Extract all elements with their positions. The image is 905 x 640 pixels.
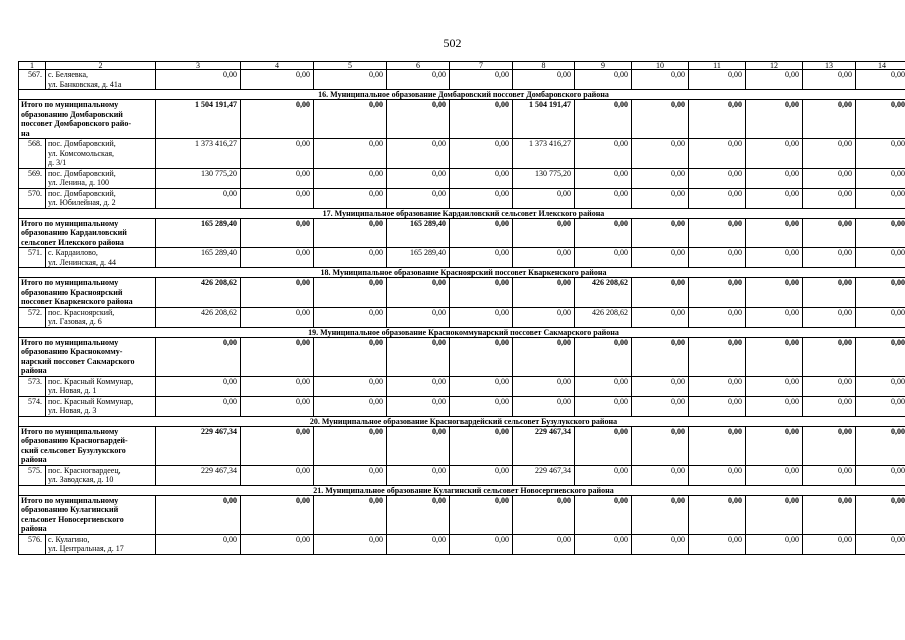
value-cell: 0,00: [575, 376, 632, 396]
column-header: 1: [19, 62, 46, 70]
total-row: [19, 218, 905, 248]
value-cell: 0,00: [241, 188, 314, 208]
value-cell: 0,00: [856, 100, 905, 139]
value-cell: 0,00: [513, 495, 575, 534]
value-cell: 0,00: [387, 426, 450, 465]
table-row: [19, 376, 905, 396]
value-cell: 0,00: [387, 337, 450, 376]
table-row: [19, 465, 905, 485]
row-index: 571.: [19, 248, 46, 268]
row-index: 572.: [19, 307, 46, 327]
value-cell: 229 467,34: [156, 465, 241, 485]
section-row: [19, 485, 905, 495]
value-cell: 0,00: [387, 396, 450, 416]
value-cell: 0,00: [689, 396, 746, 416]
column-header: 4: [241, 62, 314, 70]
value-cell: 0,00: [241, 218, 314, 248]
value-cell: 0,00: [241, 426, 314, 465]
section-title: 20. Муниципальное образование Красногвардейский сельсовет Бузулукского района: [19, 416, 905, 426]
value-cell: 0,00: [387, 376, 450, 396]
value-cell: 0,00: [856, 396, 905, 416]
data-table: [18, 61, 905, 555]
total-row: [19, 495, 905, 534]
section-title: 18. Муниципальное образование Красноярский поссовет Кваркенского района: [19, 268, 905, 278]
value-cell: 0,00: [314, 188, 387, 208]
value-cell: 0,00: [241, 534, 314, 554]
value-cell: 165 289,40: [156, 218, 241, 248]
value-cell: 0,00: [314, 100, 387, 139]
address-cell: пос. Домбаровский, ул. Юбилейная, д. 2: [46, 188, 156, 208]
value-cell: 0,00: [689, 188, 746, 208]
value-cell: 0,00: [241, 278, 314, 308]
address-cell: пос. Красный Коммунар, ул. Новая, д. 1: [46, 376, 156, 396]
column-header: 13: [803, 62, 856, 70]
value-cell: 0,00: [632, 426, 689, 465]
value-cell: 0,00: [513, 376, 575, 396]
value-cell: 0,00: [632, 396, 689, 416]
value-cell: 0,00: [856, 495, 905, 534]
value-cell: 0,00: [689, 100, 746, 139]
value-cell: 0,00: [856, 376, 905, 396]
value-cell: 0,00: [513, 278, 575, 308]
value-cell: 0,00: [632, 376, 689, 396]
value-cell: 0,00: [803, 248, 856, 268]
value-cell: 0,00: [746, 465, 803, 485]
value-cell: 0,00: [803, 218, 856, 248]
value-cell: 0,00: [314, 278, 387, 308]
column-header: 7: [450, 62, 513, 70]
value-cell: 0,00: [314, 337, 387, 376]
table-row: [19, 139, 905, 169]
value-cell: 0,00: [314, 396, 387, 416]
value-cell: 0,00: [746, 248, 803, 268]
value-cell: 130 775,20: [513, 168, 575, 188]
section-row: [19, 268, 905, 278]
header-row: [19, 62, 905, 70]
section-title: 17. Муниципальное образование Кардаиловский сельсовет Илекского района: [19, 208, 905, 218]
value-cell: 0,00: [156, 188, 241, 208]
value-cell: 0,00: [689, 248, 746, 268]
value-cell: 229 467,34: [513, 465, 575, 485]
value-cell: 0,00: [513, 337, 575, 376]
value-cell: 0,00: [450, 168, 513, 188]
value-cell: 0,00: [450, 465, 513, 485]
value-cell: 0,00: [803, 139, 856, 169]
value-cell: 0,00: [803, 168, 856, 188]
value-cell: 0,00: [803, 278, 856, 308]
value-cell: 0,00: [241, 376, 314, 396]
value-cell: 0,00: [803, 70, 856, 90]
value-cell: 0,00: [746, 337, 803, 376]
value-cell: 1 504 191,47: [513, 100, 575, 139]
address-cell: пос. Красный Коммунар, ул. Новая, д. 3: [46, 396, 156, 416]
value-cell: 1 504 191,47: [156, 100, 241, 139]
value-cell: 0,00: [575, 100, 632, 139]
value-cell: 0,00: [632, 139, 689, 169]
value-cell: 0,00: [856, 307, 905, 327]
value-cell: 0,00: [450, 495, 513, 534]
value-cell: 1 373 416,27: [156, 139, 241, 169]
table-row: [19, 307, 905, 327]
value-cell: 0,00: [387, 139, 450, 169]
value-cell: 0,00: [632, 168, 689, 188]
address-cell: пос. Красноярский, ул. Газовая, д. 6: [46, 307, 156, 327]
total-label: Итого по муниципальному образованию Красногвардей- ский сельсовет Бузулукского района: [19, 426, 156, 465]
value-cell: 0,00: [689, 168, 746, 188]
value-cell: 0,00: [513, 396, 575, 416]
column-header: 5: [314, 62, 387, 70]
value-cell: 0,00: [387, 188, 450, 208]
value-cell: 0,00: [803, 307, 856, 327]
value-cell: 0,00: [856, 139, 905, 169]
value-cell: 0,00: [513, 70, 575, 90]
value-cell: 0,00: [632, 337, 689, 376]
value-cell: 0,00: [689, 218, 746, 248]
value-cell: 0,00: [575, 426, 632, 465]
column-header: 12: [746, 62, 803, 70]
value-cell: 0,00: [241, 396, 314, 416]
value-cell: 0,00: [387, 168, 450, 188]
value-cell: 0,00: [450, 337, 513, 376]
value-cell: 0,00: [689, 307, 746, 327]
value-cell: 0,00: [689, 426, 746, 465]
value-cell: 0,00: [241, 337, 314, 376]
value-cell: 0,00: [450, 70, 513, 90]
value-cell: 0,00: [746, 188, 803, 208]
value-cell: 229 467,34: [156, 426, 241, 465]
value-cell: 0,00: [746, 139, 803, 169]
value-cell: 0,00: [689, 70, 746, 90]
value-cell: 0,00: [803, 100, 856, 139]
value-cell: 165 289,40: [156, 248, 241, 268]
value-cell: 0,00: [314, 139, 387, 169]
value-cell: 0,00: [450, 426, 513, 465]
total-label: Итого по муниципальному образованию Кулагинский сельсовет Новосергиевского района: [19, 495, 156, 534]
value-cell: 0,00: [241, 307, 314, 327]
value-cell: 0,00: [575, 218, 632, 248]
value-cell: 0,00: [746, 168, 803, 188]
value-cell: 0,00: [689, 495, 746, 534]
value-cell: 0,00: [803, 188, 856, 208]
value-cell: 0,00: [450, 218, 513, 248]
value-cell: 0,00: [156, 534, 241, 554]
value-cell: 0,00: [575, 168, 632, 188]
total-label: Итого по муниципальному образованию Кардаиловский сельсовет Илекского района: [19, 218, 156, 248]
value-cell: 0,00: [387, 495, 450, 534]
value-cell: 0,00: [632, 307, 689, 327]
row-index: 573.: [19, 376, 46, 396]
address-cell: пос. Красногвардеец, ул. Заводская, д. 10: [46, 465, 156, 485]
value-cell: 0,00: [632, 278, 689, 308]
value-cell: 165 289,40: [387, 248, 450, 268]
value-cell: 0,00: [450, 248, 513, 268]
value-cell: 0,00: [314, 465, 387, 485]
value-cell: 0,00: [746, 426, 803, 465]
value-cell: 0,00: [746, 376, 803, 396]
value-cell: 0,00: [575, 139, 632, 169]
value-cell: 0,00: [450, 278, 513, 308]
value-cell: 0,00: [632, 218, 689, 248]
value-cell: 0,00: [575, 495, 632, 534]
column-header: 6: [387, 62, 450, 70]
row-index: 575.: [19, 465, 46, 485]
value-cell: 0,00: [241, 248, 314, 268]
value-cell: 0,00: [513, 534, 575, 554]
value-cell: 0,00: [856, 534, 905, 554]
value-cell: 426 208,62: [575, 307, 632, 327]
value-cell: 0,00: [746, 278, 803, 308]
table-row: [19, 188, 905, 208]
value-cell: 0,00: [856, 218, 905, 248]
section-row: [19, 208, 905, 218]
column-header: 3: [156, 62, 241, 70]
column-header: 10: [632, 62, 689, 70]
value-cell: 0,00: [387, 307, 450, 327]
value-cell: 0,00: [241, 70, 314, 90]
section-row: [19, 327, 905, 337]
value-cell: 0,00: [314, 248, 387, 268]
value-cell: 0,00: [803, 495, 856, 534]
table-row: [19, 396, 905, 416]
section-title: 16. Муниципальное образование Домбаровский поссовет Домбаровского района: [19, 90, 905, 100]
value-cell: 0,00: [241, 168, 314, 188]
value-cell: 0,00: [241, 465, 314, 485]
value-cell: 426 208,62: [156, 278, 241, 308]
value-cell: 1 373 416,27: [513, 139, 575, 169]
table-row: [19, 168, 905, 188]
value-cell: 0,00: [387, 278, 450, 308]
value-cell: 0,00: [689, 376, 746, 396]
value-cell: 0,00: [632, 465, 689, 485]
value-cell: 0,00: [746, 396, 803, 416]
section-title: 21. Муниципальное образование Кулагинский сельсовет Новосергиевского района: [19, 485, 905, 495]
value-cell: 0,00: [803, 465, 856, 485]
value-cell: 0,00: [314, 495, 387, 534]
value-cell: 0,00: [689, 534, 746, 554]
value-cell: 0,00: [156, 70, 241, 90]
value-cell: 0,00: [632, 495, 689, 534]
value-cell: 0,00: [387, 70, 450, 90]
value-cell: 0,00: [746, 100, 803, 139]
address-cell: с. Беляевка, ул. Банковская, д. 41а: [46, 70, 156, 90]
row-index: 570.: [19, 188, 46, 208]
address-cell: пос. Домбаровский, ул. Комсомольская, д. 3/1: [46, 139, 156, 169]
value-cell: 0,00: [314, 307, 387, 327]
value-cell: 0,00: [450, 100, 513, 139]
value-cell: 0,00: [450, 139, 513, 169]
value-cell: 0,00: [856, 426, 905, 465]
value-cell: 0,00: [241, 495, 314, 534]
value-cell: 165 289,40: [387, 218, 450, 248]
address-cell: с. Кулагино, ул. Центральная, д. 17: [46, 534, 156, 554]
table-row: [19, 534, 905, 554]
value-cell: 0,00: [856, 70, 905, 90]
value-cell: 0,00: [387, 465, 450, 485]
value-cell: 0,00: [450, 307, 513, 327]
value-cell: 0,00: [575, 337, 632, 376]
value-cell: 0,00: [856, 465, 905, 485]
total-row: [19, 100, 905, 139]
value-cell: 0,00: [241, 100, 314, 139]
value-cell: 229 467,34: [513, 426, 575, 465]
value-cell: 426 208,62: [156, 307, 241, 327]
value-cell: 0,00: [575, 188, 632, 208]
value-cell: 0,00: [632, 100, 689, 139]
value-cell: 0,00: [156, 495, 241, 534]
column-header: 11: [689, 62, 746, 70]
address-cell: пос. Домбаровский, ул. Ленина, д. 100: [46, 168, 156, 188]
value-cell: 0,00: [314, 426, 387, 465]
value-cell: 0,00: [156, 337, 241, 376]
row-index: 576.: [19, 534, 46, 554]
value-cell: 0,00: [632, 534, 689, 554]
address-cell: с. Кардаилово, ул. Ленинская, д. 44: [46, 248, 156, 268]
row-index: 567.: [19, 70, 46, 90]
value-cell: 0,00: [241, 139, 314, 169]
value-cell: 426 208,62: [575, 278, 632, 308]
value-cell: 0,00: [314, 70, 387, 90]
value-cell: 0,00: [314, 218, 387, 248]
page-number: 502: [443, 36, 462, 50]
value-cell: 0,00: [450, 534, 513, 554]
value-cell: 0,00: [575, 248, 632, 268]
value-cell: 0,00: [803, 337, 856, 376]
value-cell: 0,00: [387, 100, 450, 139]
section-row: [19, 416, 905, 426]
value-cell: 0,00: [575, 465, 632, 485]
value-cell: 0,00: [856, 278, 905, 308]
value-cell: 0,00: [513, 248, 575, 268]
row-index: 568.: [19, 139, 46, 169]
value-cell: 0,00: [632, 70, 689, 90]
value-cell: 0,00: [689, 465, 746, 485]
column-header: 2: [46, 62, 156, 70]
row-index: 574.: [19, 396, 46, 416]
column-header: 8: [513, 62, 575, 70]
value-cell: 0,00: [803, 534, 856, 554]
total-label: Итого по муниципальному образованию Красноярский поссовет Кваркенского района: [19, 278, 156, 308]
value-cell: 0,00: [803, 396, 856, 416]
value-cell: 0,00: [856, 188, 905, 208]
column-header: 14: [856, 62, 905, 70]
section-title: 19. Муниципальное образование Краснокоммунарский поссовет Сакмарского района: [19, 327, 905, 337]
value-cell: 0,00: [513, 307, 575, 327]
section-row: [19, 90, 905, 100]
value-cell: 0,00: [803, 426, 856, 465]
value-cell: 0,00: [689, 337, 746, 376]
value-cell: 0,00: [632, 188, 689, 208]
value-cell: 0,00: [450, 376, 513, 396]
value-cell: 0,00: [803, 376, 856, 396]
value-cell: 0,00: [156, 396, 241, 416]
value-cell: 0,00: [450, 396, 513, 416]
value-cell: 0,00: [156, 376, 241, 396]
value-cell: 0,00: [856, 337, 905, 376]
total-row: [19, 337, 905, 376]
value-cell: 0,00: [575, 70, 632, 90]
value-cell: 0,00: [689, 278, 746, 308]
table-row: [19, 70, 905, 90]
value-cell: 0,00: [314, 534, 387, 554]
value-cell: 0,00: [575, 534, 632, 554]
total-row: [19, 426, 905, 465]
value-cell: 0,00: [314, 376, 387, 396]
column-header: 9: [575, 62, 632, 70]
table-row: [19, 248, 905, 268]
value-cell: 0,00: [632, 248, 689, 268]
value-cell: 0,00: [746, 218, 803, 248]
total-label: Итого по муниципальному образованию Краснокомму- нарский поссовет Сакмарского района: [19, 337, 156, 376]
value-cell: 0,00: [513, 188, 575, 208]
total-row: [19, 278, 905, 308]
value-cell: 0,00: [856, 248, 905, 268]
value-cell: 0,00: [689, 139, 746, 169]
value-cell: 0,00: [387, 534, 450, 554]
row-index: 569.: [19, 168, 46, 188]
total-label: Итого по муниципальному образованию Домбаровский поссовет Домбаровского райо- на: [19, 100, 156, 139]
value-cell: 0,00: [746, 307, 803, 327]
value-cell: 0,00: [314, 168, 387, 188]
value-cell: 0,00: [513, 218, 575, 248]
value-cell: 0,00: [746, 534, 803, 554]
value-cell: 0,00: [746, 495, 803, 534]
value-cell: 0,00: [450, 188, 513, 208]
value-cell: 0,00: [575, 396, 632, 416]
value-cell: 0,00: [746, 70, 803, 90]
value-cell: 0,00: [856, 168, 905, 188]
value-cell: 130 775,20: [156, 168, 241, 188]
